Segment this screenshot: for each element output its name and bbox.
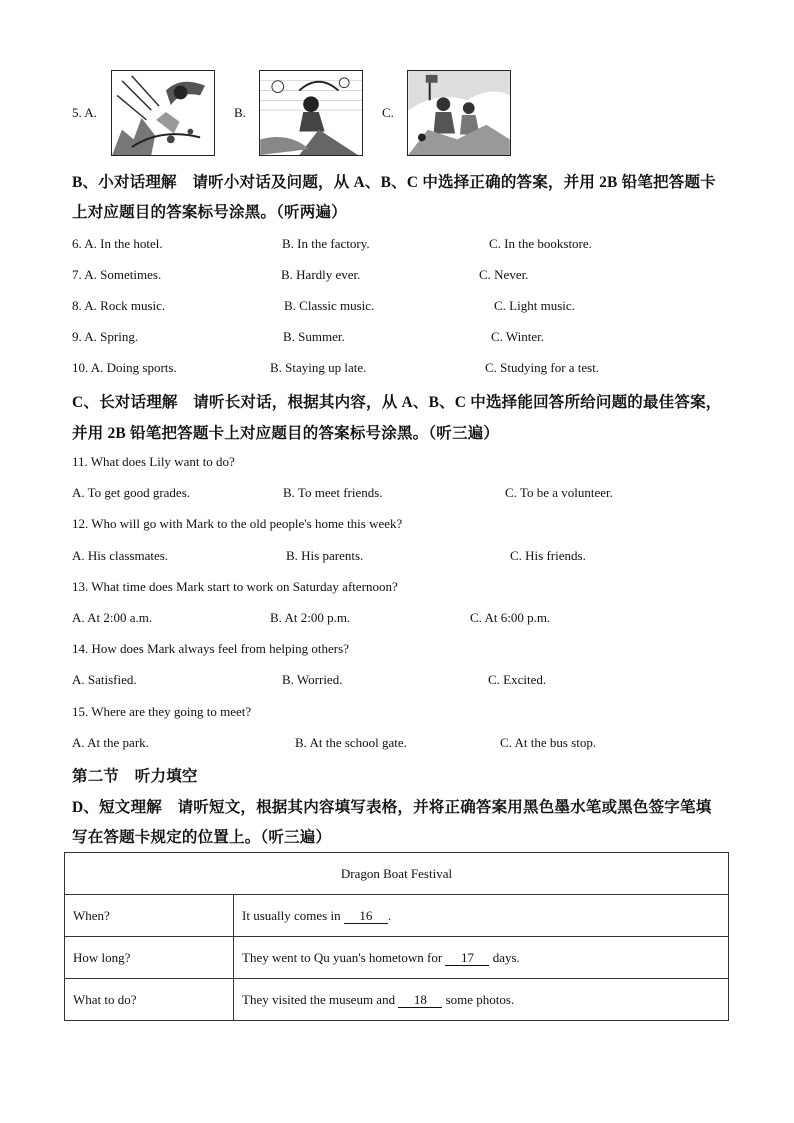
q5-image-b: [259, 70, 363, 156]
q6-option-c: C. In the bookstore.: [489, 236, 592, 251]
dragon-boat-table: [64, 852, 729, 1021]
q13-option-a: A. At 2:00 a.m.: [72, 610, 153, 625]
q14-option-a: A. Satisfied.: [72, 672, 137, 687]
blank-16[interactable]: 16: [344, 909, 388, 924]
q10-option-b: B. Staying up late.: [270, 360, 367, 375]
row-content-how-long: [234, 937, 729, 979]
cartoon-archer-picture: [260, 71, 362, 155]
row-text-post: some photos.: [445, 991, 515, 1007]
q14-option-b: B. Worried.: [282, 672, 343, 687]
q5-image-a: [111, 70, 215, 156]
q8-option-a: 8. A. Rock music.: [72, 298, 166, 313]
row-content-when: [234, 895, 729, 937]
q5-label-b: B.: [234, 105, 246, 120]
q8-option-c: C. Light music.: [494, 298, 575, 313]
q9-option-a: 9. A. Spring.: [72, 329, 139, 344]
cartoon-travelers-picture: [408, 71, 510, 155]
row-label-what-to-do: What to do?: [65, 979, 234, 1021]
q10-option-a: 10. A. Doing sports.: [72, 360, 177, 375]
q11-option-b: B. To meet friends.: [283, 485, 383, 500]
table-header-row: [65, 853, 729, 895]
q11-option-c: C. To be a volunteer.: [505, 485, 613, 500]
row-text-post: .: [387, 907, 392, 923]
q15-question: 15. Where are they going to meet?: [72, 704, 252, 719]
q12-question: 12. Who will go with Mark to the old people's home this week?: [72, 516, 403, 531]
row-text-pre: It usually comes in: [242, 907, 341, 923]
row-label-when: When?: [65, 895, 234, 937]
q5-label-c: C.: [382, 105, 394, 120]
section-c-heading-line1: C、长对话理解 请听长对话，根据其内容，从 A、B、C 中选择能回答所给问题的最佳答案，: [72, 394, 722, 411]
q15-option-a: A. At the park.: [72, 735, 149, 750]
row-text-post: days.: [492, 949, 520, 965]
q15-option-c: C. At the bus stop.: [500, 735, 597, 750]
table-row: [65, 979, 729, 1021]
q7-option-a: 7. A. Sometimes.: [72, 267, 162, 282]
row-label-how-long: How long?: [65, 937, 234, 979]
row-content-what-to-do: [234, 979, 729, 1021]
q14-question: 14. How does Mark always feel from helping others?: [72, 641, 349, 656]
table-row: [65, 895, 729, 937]
q12-option-b: B. His parents.: [286, 548, 364, 563]
row-text-pre: They went to Qu yuan's hometown for: [242, 949, 443, 965]
part2-heading: 第二节 听力填空: [72, 768, 198, 785]
q5-image-c: [407, 70, 511, 156]
q12-option-c: C. His friends.: [510, 548, 586, 563]
section-d-heading-line1: D、短文理解 请听短文，根据其内容填写表格，并将正确答案用黑色墨水笔或黑色签字笔填: [72, 799, 712, 816]
table-header: Dragon Boat Festival: [65, 853, 729, 895]
q9-option-c: C. Winter.: [491, 329, 545, 344]
q5-label-a: 5. A.: [72, 105, 97, 120]
q7-option-b: B. Hardly ever.: [281, 267, 361, 282]
q11-question: 11. What does Lily want to do?: [72, 454, 235, 469]
q5-option-b: [234, 70, 363, 156]
q5-option-c: [382, 70, 511, 156]
section-c-heading-line2: 并用 2B 铅笔把答题卡上对应题目的答案标号涂黑。（听三遍）: [72, 425, 500, 442]
table-row: [65, 937, 729, 979]
q8-option-b: B. Classic music.: [284, 298, 375, 313]
q12-option-a: A. His classmates.: [72, 548, 169, 563]
q6-option-b: B. In the factory.: [282, 236, 370, 251]
q14-option-c: C. Excited.: [488, 672, 547, 687]
q5-option-a: [72, 70, 215, 156]
q11-option-a: A. To get good grades.: [72, 485, 190, 500]
q13-option-c: C. At 6:00 p.m.: [470, 610, 551, 625]
section-d-heading-line2: 写在答题卡规定的位置上。（听三遍）: [72, 829, 332, 846]
cartoon-flying-monkey-picture: [112, 71, 214, 155]
row-text-pre: They visited the museum and: [242, 991, 396, 1007]
q7-option-c: C. Never.: [479, 267, 529, 282]
q9-option-b: B. Summer.: [283, 329, 345, 344]
section-b-heading-line1: B、小对话理解 请听小对话及问题，从 A、B、C 中选择正确的答案，并用 2B 铅笔把答题卡: [72, 174, 716, 191]
blank-17[interactable]: 17: [445, 951, 489, 966]
q15-option-b: B. At the school gate.: [295, 735, 407, 750]
q10-option-c: C. Studying for a test.: [485, 360, 600, 375]
blank-18[interactable]: 18: [398, 993, 442, 1008]
q6-option-a: 6. A. In the hotel.: [72, 236, 163, 251]
q13-option-b: B. At 2:00 p.m.: [270, 610, 351, 625]
q13-question: 13. What time does Mark start to work on Saturday afternoon?: [72, 579, 398, 594]
section-b-heading-line2: 上对应题目的答案标号涂黑。（听两遍）: [72, 204, 347, 221]
